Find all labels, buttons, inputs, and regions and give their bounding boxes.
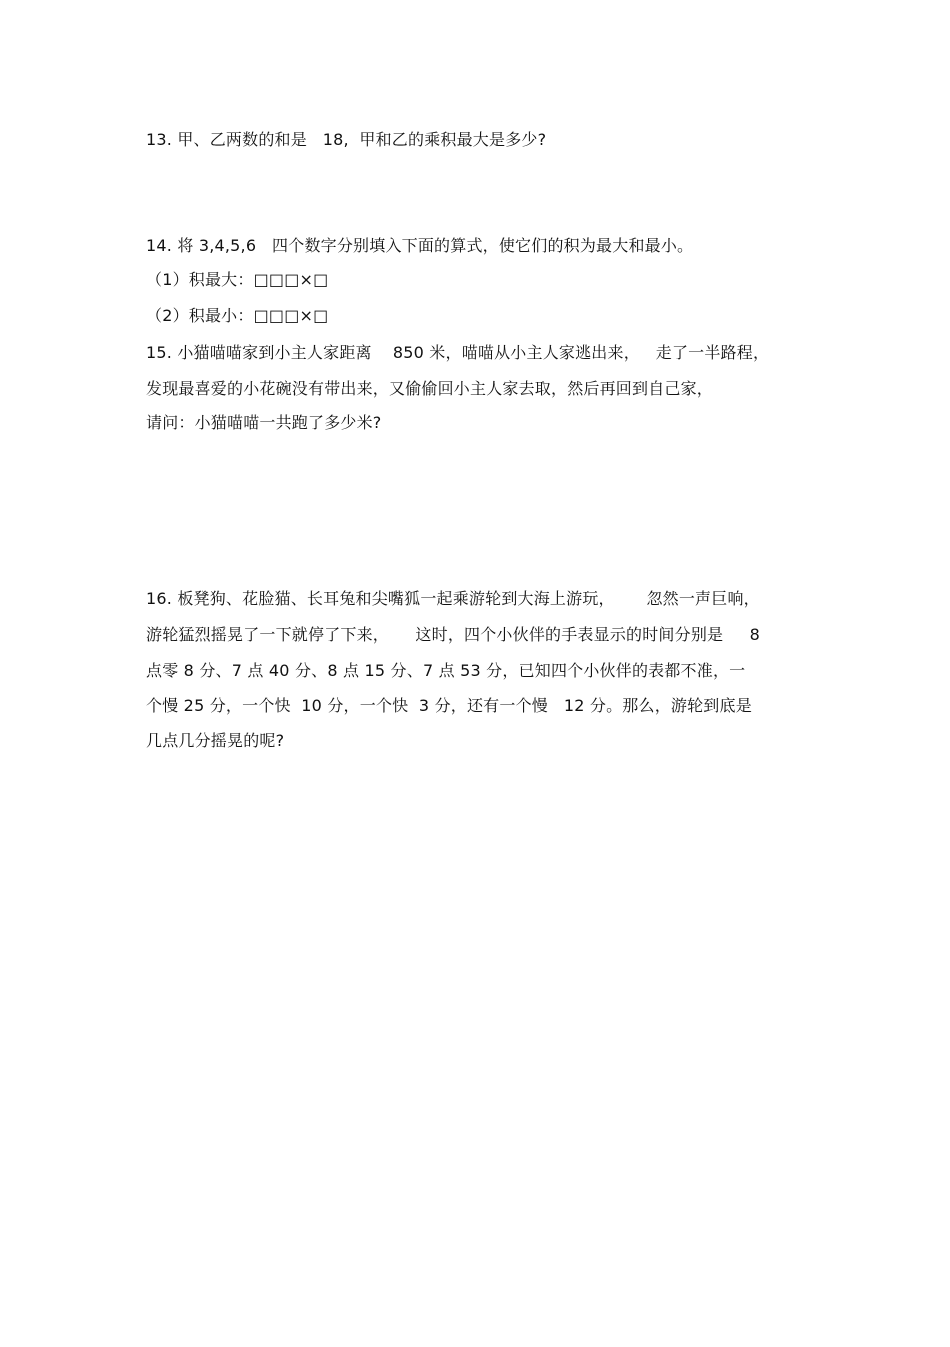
question-14-text: 14. 将 3,4,5,6 四个数字分别填入下面的算式，使它们的积为最大和最小。: [146, 236, 694, 255]
question-16-line-1: 16. 板凳狗、花脸猫、长耳兔和尖嘴狐一起乘游轮到大海上游玩， 忽然一声巨响，: [146, 589, 760, 608]
question-15-line-2: 发现最喜爱的小花碗没有带出来，又偷偷回小主人家去取，然后再回到自己家，: [146, 379, 714, 398]
question-15-line-1: 15. 小猫喵喵家到小主人家距离 850 米，喵喵从小主人家逃出来， 走了一半路程，: [146, 343, 770, 362]
question-15-line-3: 请问：小猫喵喵一共跑了多少米?: [146, 413, 382, 432]
question-16-line-2: 游轮猛烈摇晃了一下就停了下来， 这时，四个小伙伴的手表显示的时间分别是 8: [146, 625, 761, 644]
question-16-line-4: 个慢 25 分，一个快 10 分，一个快 3 分，还有一个慢 12 分。那么，游轮到底是: [146, 696, 752, 715]
question-13-text: 13. 甲、乙两数的和是 18, 甲和乙的乘积最大是多少?: [146, 130, 547, 149]
question-14-part-2: （2）积最小：□□□×□: [146, 306, 329, 325]
question-14-part-1: （1）积最大：□□□×□: [146, 270, 329, 289]
question-16-line-3: 点零 8 分、7 点 40 分、8 点 15 分、7 点 53 分，已知四个小伙伴的表都不准，一: [146, 661, 746, 680]
question-16-line-5: 几点几分摇晃的呢?: [146, 731, 285, 750]
